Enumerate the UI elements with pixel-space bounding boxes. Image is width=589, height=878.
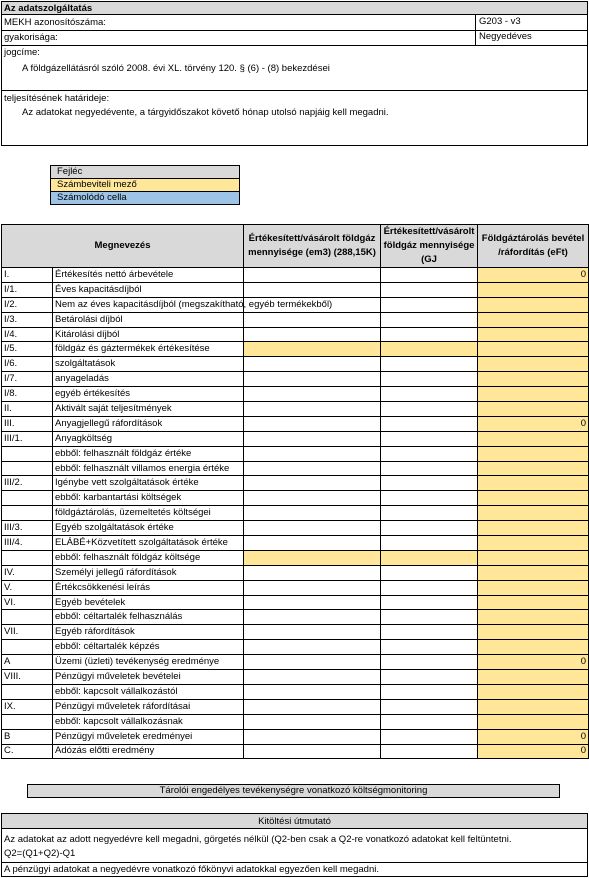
- col-header-name: Megnevezés: [2, 225, 244, 268]
- table-row: [2, 670, 589, 685]
- table-row: [2, 372, 589, 387]
- table-row: [2, 640, 589, 655]
- storage-value-cell[interactable]: [478, 536, 589, 551]
- table-row: [2, 327, 589, 342]
- storage-value-cell[interactable]: [478, 506, 589, 521]
- row-name: Adózás előtti eredmény: [53, 744, 244, 759]
- row-name: Üzemi (üzleti) tevékenység eredménye: [53, 655, 244, 670]
- storage-value-cell[interactable]: [478, 640, 589, 655]
- row-code: I/4.: [2, 327, 53, 342]
- freq-label: gyakorisága:: [4, 32, 58, 43]
- row-code: [2, 491, 53, 506]
- qty-em3-cell: [244, 416, 381, 431]
- row-name: Anyagköltség: [53, 431, 244, 446]
- storage-value-cell[interactable]: [478, 521, 589, 536]
- row-code: I/7.: [2, 372, 53, 387]
- row-name: ebből: céltartalék felhasználás: [53, 610, 244, 625]
- storage-value-cell[interactable]: [478, 684, 589, 699]
- qty-em3-cell: [244, 357, 381, 372]
- qty-gj-cell: [381, 268, 478, 283]
- deadline-label: teljesítésének határideje:: [4, 93, 110, 104]
- qty-gj-cell: [381, 461, 478, 476]
- qty-em3-cell[interactable]: [244, 342, 381, 357]
- qty-gj-cell: [381, 580, 478, 595]
- row-name: ebből: kapcsolt vállalkozástól: [53, 684, 244, 699]
- row-name: Betárolási díjból: [53, 312, 244, 327]
- storage-value-cell[interactable]: [478, 595, 589, 610]
- jogcim-label: jogcíme:: [4, 47, 40, 58]
- qty-em3-cell: [244, 595, 381, 610]
- row-code: [2, 461, 53, 476]
- row-code: VI.: [2, 595, 53, 610]
- storage-value-cell[interactable]: 0: [478, 729, 589, 744]
- row-code: IV.: [2, 565, 53, 580]
- qty-gj-cell: [381, 536, 478, 551]
- qty-gj-cell: [381, 565, 478, 580]
- qty-em3-cell[interactable]: [244, 550, 381, 565]
- qty-em3-cell: [244, 268, 381, 283]
- instructions-title: Kitöltési útmutató: [2, 814, 587, 829]
- qty-em3-cell: [244, 625, 381, 640]
- instructions-line-1: Az adatokat az adott negyedévre kell megadni, görgetés nélkül (Q2-ben csak a Q2-re vonatkozó adatokat kell feltüntetni.: [4, 834, 512, 845]
- storage-value-cell[interactable]: [478, 357, 589, 372]
- info-title: Az adatszolgáltatás: [2, 2, 587, 15]
- qty-gj-cell: [381, 655, 478, 670]
- qty-gj-cell: [381, 387, 478, 402]
- qty-gj-cell: [381, 744, 478, 759]
- qty-em3-cell: [244, 580, 381, 595]
- qty-gj-cell: [381, 521, 478, 536]
- row-name: Értékcsökkenési leírás: [53, 580, 244, 595]
- qty-gj-cell: [381, 342, 478, 357]
- row-name: ebből: céltartalék képzés: [53, 640, 244, 655]
- qty-gj-cell: [381, 372, 478, 387]
- row-code: A: [2, 655, 53, 670]
- row-name: ebből: felhasznált villamos energia értéke: [53, 461, 244, 476]
- freq-value: Negyedéves: [475, 30, 588, 46]
- storage-value-cell[interactable]: [478, 312, 589, 327]
- row-name: ebből: felhasznált földgáz költsége: [53, 550, 244, 565]
- row-code: [2, 550, 53, 565]
- row-name: földgáztárolás, üzemeltetés költségei: [53, 506, 244, 521]
- row-code: I.: [2, 268, 53, 283]
- qty-gj-cell: [381, 550, 478, 565]
- qty-gj-cell: [381, 297, 478, 312]
- instructions-line-3: A pénzügyi adatokat a negyedévre vonatkozó főkönyvi adatokkal egyezően kell megadni.: [4, 864, 379, 875]
- row-name: Éves kapacitásdíjból: [53, 282, 244, 297]
- storage-value-cell[interactable]: [478, 565, 589, 580]
- storage-value-cell[interactable]: [478, 550, 589, 565]
- qty-em3-cell: [244, 565, 381, 580]
- qty-em3-cell: [244, 387, 381, 402]
- table-row: [2, 565, 589, 580]
- storage-value-cell[interactable]: [478, 699, 589, 714]
- row-code: B: [2, 729, 53, 744]
- storage-value-cell[interactable]: [478, 342, 589, 357]
- storage-value-cell[interactable]: [478, 580, 589, 595]
- table-row: [2, 521, 589, 536]
- table-row: [2, 714, 589, 729]
- storage-value-cell[interactable]: 0: [478, 416, 589, 431]
- table-row: [2, 491, 589, 506]
- storage-value-cell[interactable]: [478, 446, 589, 461]
- mekh-label: MEKH azonosítószáma:: [4, 17, 106, 28]
- qty-em3-cell: [244, 729, 381, 744]
- table-row: [2, 476, 589, 491]
- qty-gj-cell: [381, 402, 478, 417]
- storage-value-cell[interactable]: [478, 491, 589, 506]
- qty-em3-cell: [244, 282, 381, 297]
- row-code: II.: [2, 402, 53, 417]
- col-header-storage: Földgáztárolás bevétel /ráfordítás (eFt): [478, 225, 589, 268]
- table-row: [2, 580, 589, 595]
- qty-em3-cell: [244, 684, 381, 699]
- table-row: [2, 655, 589, 670]
- row-code: V.: [2, 580, 53, 595]
- row-code: IX.: [2, 699, 53, 714]
- row-code: I/6.: [2, 357, 53, 372]
- row-code: III/3.: [2, 521, 53, 536]
- row-name: ebből: felhasznált földgáz értéke: [53, 446, 244, 461]
- instructions-line-2: Q2=(Q1+Q2)-Q1: [4, 848, 76, 859]
- qty-gj-cell: [381, 699, 478, 714]
- row-name: Személyi jellegű ráfordítások: [53, 565, 244, 580]
- row-name: anyageladás: [53, 372, 244, 387]
- qty-gj-cell: [381, 431, 478, 446]
- qty-gj-cell: [381, 610, 478, 625]
- qty-em3-cell: [244, 699, 381, 714]
- storage-value-cell[interactable]: [478, 461, 589, 476]
- qty-em3-cell: [244, 521, 381, 536]
- row-code: I/2.: [2, 297, 53, 312]
- row-name: Pénzügyi műveletek ráfordításai: [53, 699, 244, 714]
- row-code: I/1.: [2, 282, 53, 297]
- qty-em3-cell: [244, 506, 381, 521]
- table-row: [2, 729, 589, 744]
- table-row: [2, 536, 589, 551]
- row-name: ebből: kapcsolt vállalkozásnak: [53, 714, 244, 729]
- legend-calc: [50, 191, 240, 205]
- row-name: Nem az éves kapacitásdíjból (megszakítható, egyéb termékekből): [53, 297, 244, 312]
- row-code: [2, 610, 53, 625]
- col-header-qty-gj: Értékesített/vásárolt földgáz mennyisége (GJ: [381, 225, 478, 268]
- row-code: [2, 506, 53, 521]
- storage-value-cell[interactable]: [478, 327, 589, 342]
- table-row: [2, 312, 589, 327]
- row-code: III/1.: [2, 431, 53, 446]
- qty-gj-cell: [381, 625, 478, 640]
- qty-em3-cell: [244, 655, 381, 670]
- qty-em3-cell: [244, 744, 381, 759]
- qty-gj-cell: [381, 670, 478, 685]
- storage-value-cell[interactable]: 0: [478, 268, 589, 283]
- storage-value-cell[interactable]: [478, 610, 589, 625]
- row-code: III.: [2, 416, 53, 431]
- qty-gj-cell: [381, 357, 478, 372]
- table-row: [2, 610, 589, 625]
- table-row: [2, 387, 589, 402]
- qty-em3-cell: [244, 461, 381, 476]
- row-code: I/8.: [2, 387, 53, 402]
- divider-3: [2, 90, 587, 91]
- table-row: [2, 268, 589, 283]
- storage-value-cell[interactable]: [478, 282, 589, 297]
- table-row: [2, 744, 589, 759]
- legend-header-label: Fejléc: [57, 166, 83, 177]
- row-code: VIII.: [2, 670, 53, 685]
- qty-em3-cell: [244, 670, 381, 685]
- table-row: [2, 625, 589, 640]
- row-name: szolgáltatások: [53, 357, 244, 372]
- monitoring-title: Tárolói engedélyes tevékenységre vonatkozó költségmonitoring: [27, 784, 560, 798]
- qty-gj-cell: [381, 416, 478, 431]
- storage-value-cell[interactable]: [478, 476, 589, 491]
- storage-value-cell[interactable]: [478, 625, 589, 640]
- storage-value-cell[interactable]: [478, 297, 589, 312]
- row-code: [2, 640, 53, 655]
- row-code: VII.: [2, 625, 53, 640]
- table-row: [2, 461, 589, 476]
- table-row: [2, 297, 589, 312]
- row-name: Egyéb bevételek: [53, 595, 244, 610]
- qty-em3-cell: [244, 610, 381, 625]
- row-name: ebből: karbantartási költségek: [53, 491, 244, 506]
- table-row: [2, 431, 589, 446]
- table-row: [2, 684, 589, 699]
- table-row: [2, 416, 589, 431]
- row-code: III/4.: [2, 536, 53, 551]
- qty-em3-cell: [244, 476, 381, 491]
- qty-em3-cell: [244, 431, 381, 446]
- row-name: Anyagjellegű ráfordítások: [53, 416, 244, 431]
- table-row: [2, 282, 589, 297]
- col-header-qty-em3: Értékesített/vásárolt földgáz mennyisége (em3) (288,15K): [244, 225, 381, 268]
- qty-gj-cell: [381, 491, 478, 506]
- row-code: III/2.: [2, 476, 53, 491]
- row-name: Kitárolási díjból: [53, 327, 244, 342]
- table-row: [2, 550, 589, 565]
- row-name: Értékesítés nettó árbevétele: [53, 268, 244, 283]
- qty-em3-cell: [244, 714, 381, 729]
- qty-gj-cell: [381, 684, 478, 699]
- qty-em3-cell: [244, 536, 381, 551]
- table-row: [2, 506, 589, 521]
- storage-value-cell[interactable]: [478, 431, 589, 446]
- row-name: Aktivált saját teljesítmények: [53, 402, 244, 417]
- qty-gj-cell: [381, 327, 478, 342]
- storage-value-cell[interactable]: [478, 387, 589, 402]
- qty-em3-cell: [244, 446, 381, 461]
- storage-value-cell[interactable]: [478, 670, 589, 685]
- cost-table: [1, 224, 589, 759]
- row-code: [2, 684, 53, 699]
- row-name: egyéb értékesítés: [53, 387, 244, 402]
- table-row: [2, 446, 589, 461]
- row-code: I/5.: [2, 342, 53, 357]
- mekh-value: G203 - v3: [475, 15, 588, 31]
- legend-input: [50, 178, 240, 192]
- qty-gj-cell: [381, 506, 478, 521]
- row-name: Pénzügyi műveletek eredményei: [53, 729, 244, 744]
- qty-gj-cell: [381, 446, 478, 461]
- row-name: Egyéb ráfordítások: [53, 625, 244, 640]
- qty-gj-cell: [381, 282, 478, 297]
- jogcim-value: A földgázellátásról szóló 2008. évi XL. törvény 120. § (6) - (8) bekezdései: [22, 63, 330, 74]
- qty-gj-cell: [381, 312, 478, 327]
- row-code: [2, 446, 53, 461]
- qty-gj-cell: [381, 640, 478, 655]
- row-name: Egyéb szolgáltatások értéke: [53, 521, 244, 536]
- table-row: [2, 342, 589, 357]
- qty-gj-cell: [381, 714, 478, 729]
- row-code: [2, 714, 53, 729]
- legend-calc-label: Számolódó cella: [57, 192, 127, 203]
- qty-gj-cell: [381, 729, 478, 744]
- storage-value-cell[interactable]: [478, 402, 589, 417]
- row-name: földgáz és gáztermékek értékesítése: [53, 342, 244, 357]
- row-name: Igénybe vett szolgáltatások értéke: [53, 476, 244, 491]
- storage-value-cell[interactable]: [478, 714, 589, 729]
- legend-input-label: Számbeviteli mező: [57, 179, 137, 190]
- row-code: C.: [2, 744, 53, 759]
- legend-header: [50, 165, 240, 179]
- storage-value-cell[interactable]: 0: [478, 744, 589, 759]
- row-code: I/3.: [2, 312, 53, 327]
- qty-em3-cell: [244, 402, 381, 417]
- table-row: [2, 357, 589, 372]
- qty-em3-cell: [244, 327, 381, 342]
- qty-em3-cell: [244, 640, 381, 655]
- qty-em3-cell: [244, 372, 381, 387]
- table-row: [2, 402, 589, 417]
- table-row: [2, 699, 589, 714]
- qty-gj-cell: [381, 476, 478, 491]
- storage-value-cell[interactable]: [478, 372, 589, 387]
- qty-em3-cell: [244, 491, 381, 506]
- qty-gj-cell: [381, 595, 478, 610]
- deadline-value: Az adatokat negyedévente, a tárgyidőszakot követő hónap utolsó napjáig kell megadni.: [22, 107, 389, 118]
- qty-em3-cell: [244, 312, 381, 327]
- table-row: [2, 595, 589, 610]
- row-name: Pénzügyi műveletek bevételei: [53, 670, 244, 685]
- row-name: ELÁBÉ+Közvetített szolgáltatások értéke: [53, 536, 244, 551]
- storage-value-cell[interactable]: 0: [478, 655, 589, 670]
